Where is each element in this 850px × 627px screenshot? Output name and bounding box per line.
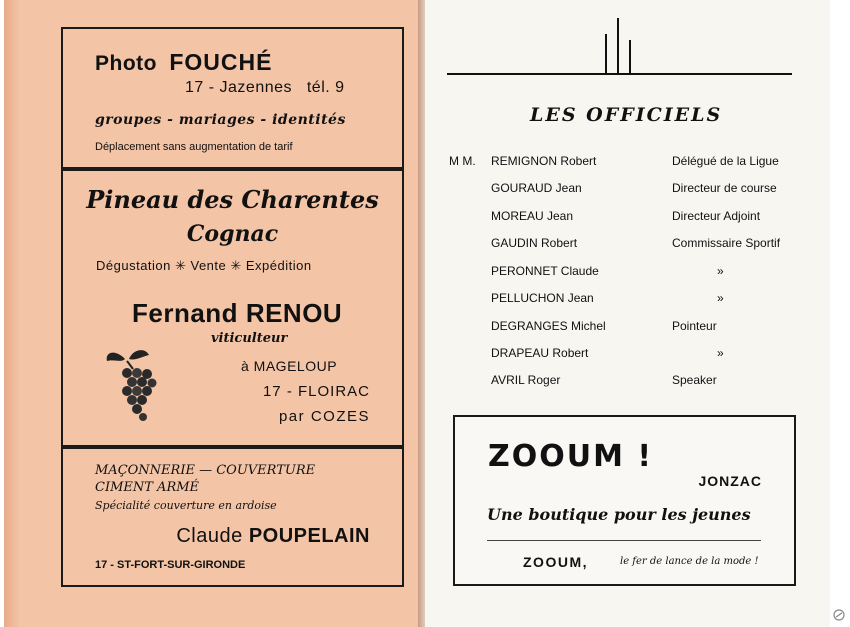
poupelain-ad-line3: Spécialité couverture en ardoise (95, 499, 277, 512)
pineau-renou-ad (61, 169, 404, 447)
official-row (491, 264, 801, 284)
official-row (491, 319, 801, 339)
poupelain-ad-address: 17 - ST-FORT-SUR-GIRONDE (95, 559, 246, 571)
official-name: GAUDIN Robert (491, 236, 578, 250)
official-role: Délégué de la Ligue (672, 154, 779, 168)
official-role: Pointeur (672, 319, 717, 333)
poupelain-ad-name (176, 525, 370, 548)
poupelain-ad-name-first: Claude (176, 525, 243, 547)
zooum-ad-tagline: le fer de lance de la mode ! (620, 556, 759, 567)
official-row (491, 346, 801, 366)
official-role: Directeur de course (672, 181, 777, 195)
header-rule (447, 73, 792, 75)
official-name: DRAPEAU Robert (491, 346, 589, 360)
pineau-ad-producer-last: RENOU (245, 298, 343, 328)
header-bar-3 (629, 40, 631, 73)
officials-title: LES OFFICIELS (530, 104, 723, 126)
photo-ad-address: 17 - Jazennes tél. 9 (185, 79, 345, 96)
poupelain-ad-line1: MAÇONNERIE — COUVERTURE (95, 463, 316, 478)
poupelain-ad (61, 447, 404, 587)
pineau-ad-subtitle: Cognac (186, 221, 279, 247)
header-bar-2 (617, 18, 619, 73)
corner-stamp-icon (832, 608, 846, 622)
poupelain-ad-line2: CIMENT ARMÉ (95, 480, 200, 495)
pineau-ad-role: viticulteur (211, 331, 288, 346)
pineau-ad-title: Pineau des Charentes (86, 185, 379, 214)
official-name: PELLUCHON Jean (491, 291, 594, 305)
official-role: » (717, 346, 724, 360)
pineau-ad-activities: Dégustation ✳ Vente ✳ Expédition (96, 258, 312, 273)
pineau-ad-city: 17 - FLOIRAC (262, 383, 370, 400)
official-role: Commissaire Sportif (672, 236, 781, 250)
official-role: Directeur Adjoint (672, 209, 761, 223)
official-role: » (717, 291, 724, 305)
photo-fouche-ad (61, 27, 404, 169)
official-name: GOURAUD Jean (491, 181, 582, 195)
grapes-icon (103, 343, 167, 423)
zooum-ad-divider (487, 540, 761, 541)
photo-ad-title (95, 49, 272, 76)
photo-ad-title-word: Photo (95, 52, 157, 75)
official-row (491, 181, 801, 201)
zooum-ad (453, 415, 796, 586)
official-name: REMIGNON Robert (491, 154, 597, 168)
official-role: » (717, 264, 724, 278)
official-role: Speaker (672, 373, 717, 387)
pineau-ad-region: par COZES (278, 408, 370, 425)
photo-ad-services: groupes - mariages - identités (95, 112, 346, 128)
official-row (491, 154, 801, 174)
zooum-ad-slogan: Une boutique pour les jeunes (487, 505, 751, 524)
pineau-ad-producer-first: Fernand (132, 298, 239, 328)
official-name: PERONNET Claude (491, 264, 599, 278)
poupelain-ad-name-last: POUPELAIN (248, 525, 370, 547)
official-name: DEGRANGES Michel (491, 319, 606, 333)
header-bar-1 (605, 34, 607, 73)
zooum-ad-title: ZOOUM ! (488, 439, 654, 474)
mm-label: M M. (449, 154, 476, 168)
zooum-ad-brand: ZOOUM, (523, 554, 588, 570)
pineau-ad-producer (132, 298, 342, 329)
photo-ad-note: Déplacement sans augmentation de tarif (95, 141, 293, 153)
official-row (491, 291, 801, 311)
pineau-ad-place: à MAGELOUP (241, 358, 338, 374)
official-row (491, 236, 801, 256)
photo-ad-title-name: FOUCHÉ (169, 49, 273, 75)
official-name: AVRIL Roger (491, 373, 561, 387)
zooum-ad-city: JONZAC (698, 473, 762, 489)
official-row (491, 373, 801, 393)
official-row (491, 209, 801, 229)
official-name: MOREAU Jean (491, 209, 574, 223)
